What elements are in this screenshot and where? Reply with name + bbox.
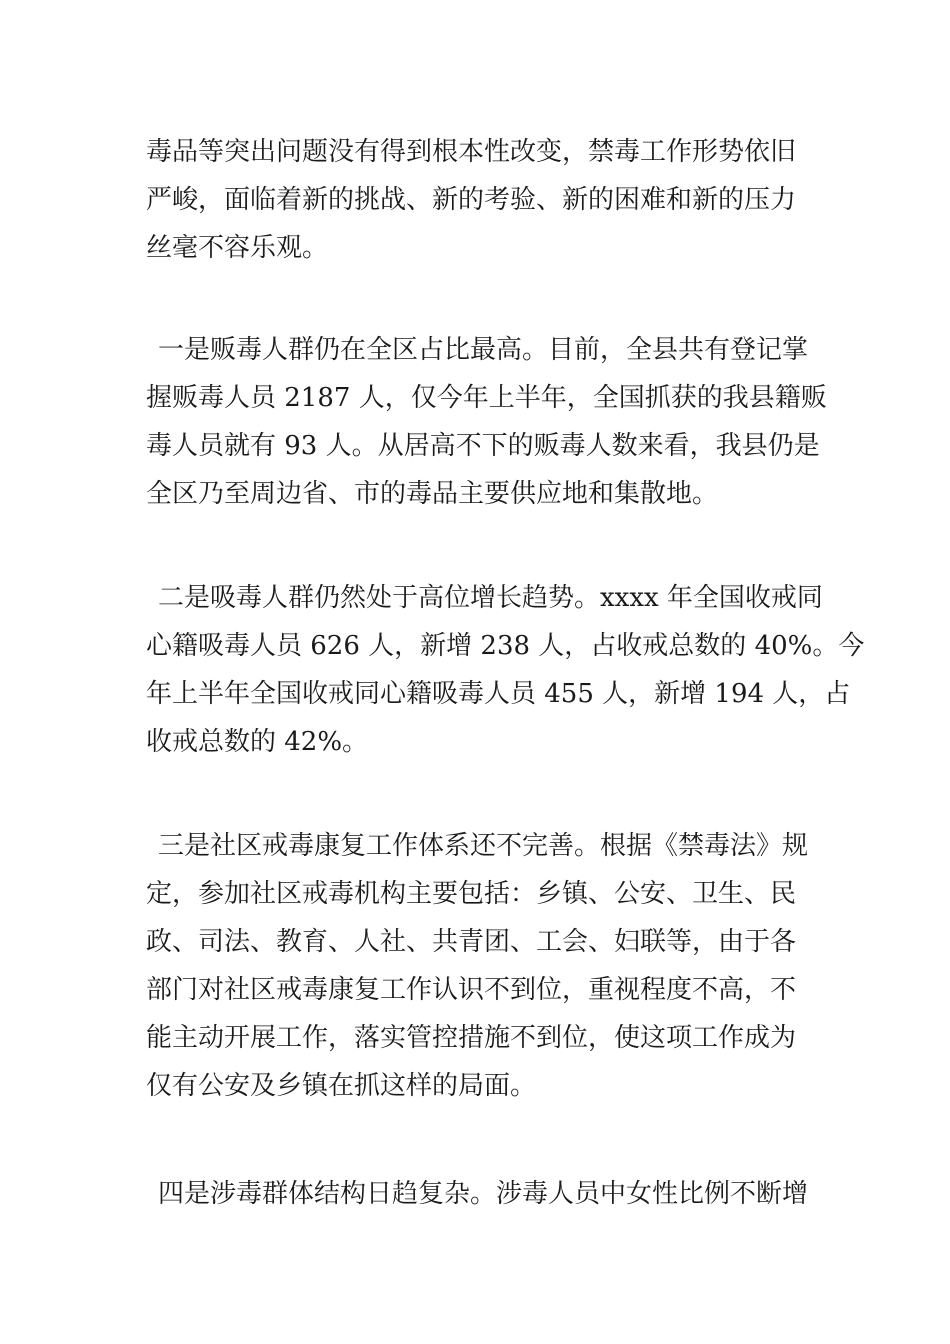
text-line: 心籍吸毒人员 626 人，新增 238 人，占收戒总数的 40%。今 (146, 631, 865, 661)
text-line: 收戒总数的 42%。 (146, 727, 369, 757)
text-line: 部门对社区戒毒康复工作认识不到位，重视程度不高，不 (146, 975, 797, 1005)
text-line: 一是贩毒人群仍在全区占比最高。目前，全县共有登记掌 (158, 335, 809, 365)
text-line: 二是吸毒人群仍然处于高位增长趋势。xxxx 年全国收戒同 (158, 583, 823, 613)
text-line: 定，参加社区戒毒机构主要包括：乡镇、公安、卫生、民 (146, 879, 797, 909)
text-line: 年上半年全国收戒同心籍吸毒人员 455 人，新增 194 人，占 (146, 679, 851, 709)
text-line: 握贩毒人员 2187 人，仅今年上半年，全国抓获的我县籍贩 (146, 383, 827, 413)
paragraph-group-structure (146, 1170, 809, 1218)
paragraph-continuation (146, 128, 806, 272)
text-line: 能主动开展工作，落实管控措施不到位，使这项工作成为 (146, 1023, 797, 1053)
text-line: 毒品等突出问题没有得到根本性改变，禁毒工作形势依旧 (146, 137, 797, 167)
text-line: 毒人员就有 93 人。从居高不下的贩毒人数来看，我县仍是 (146, 431, 820, 461)
text-line: 丝毫不容乐观。 (146, 233, 329, 263)
text-line: 严峻，面临着新的挑战、新的考验、新的困难和新的压力 (146, 185, 797, 215)
text-line: 四是涉毒群体结构日趋复杂。涉毒人员中女性比例不断增 (158, 1179, 809, 1209)
text-line: 三是社区戒毒康复工作体系还不完善。根据《禁毒法》规 (158, 831, 809, 861)
text-line: 政、司法、教育、人社、共青团、工会、妇联等，由于各 (146, 927, 797, 957)
text-line: 全区乃至周边省、市的毒品主要供应地和集散地。 (146, 479, 719, 509)
paragraph-drug-users (146, 574, 865, 766)
text-line: 仅有公安及乡镇在抓这样的局面。 (146, 1071, 537, 1101)
paragraph-community-rehab (146, 822, 809, 1110)
paragraph-trafficking (146, 326, 827, 518)
